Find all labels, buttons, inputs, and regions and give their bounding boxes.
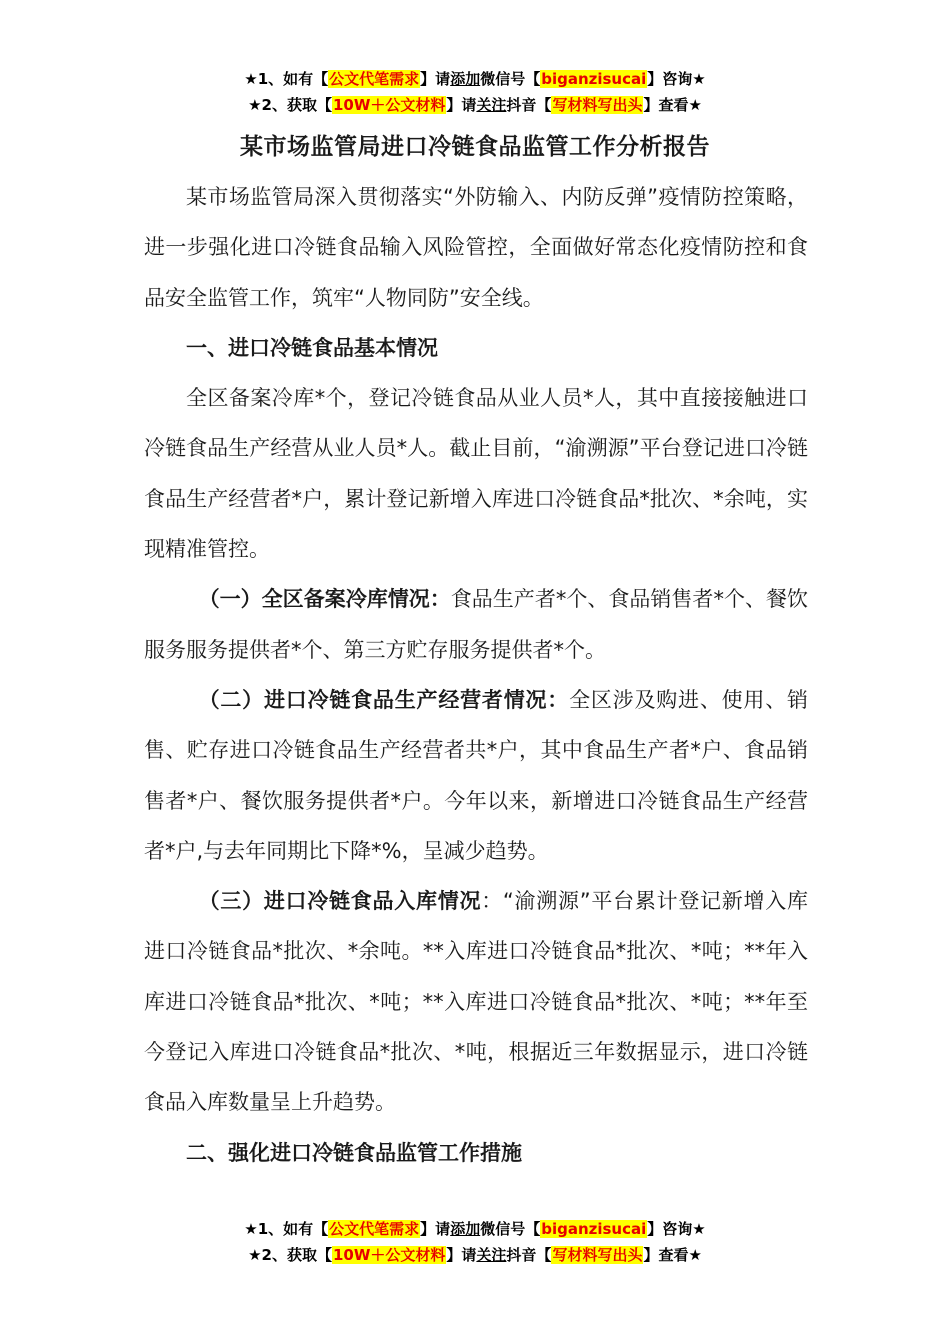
banner-text: 】咨询★ [647,1220,706,1238]
banner-text: 】咨询★ [647,70,706,88]
banner-highlight: 写材料写出头 [552,96,643,114]
banner-highlight: 10W＋公文材料 [332,1246,446,1264]
banner-line-1 [0,1216,950,1242]
subsection-2-label: （二）进口冷链食品生产经营者情况： [198,687,570,712]
bottom-banner [0,1216,950,1268]
banner-line-2 [0,92,950,118]
section-heading-1: 一、进口冷链食品基本情况 [186,335,438,360]
subsection-2 [144,675,808,876]
banner-highlight: 公文代笔需求 [329,70,420,88]
banner-text: 】查看★ [643,96,702,114]
banner-underlined: 添加 [450,70,481,88]
banner-text: 抖音【 [506,96,552,114]
banner-highlight: 写材料写出头 [552,1246,643,1264]
banner-text: 微信号【 [480,70,541,88]
banner-text: 】请 [420,70,451,88]
banner-highlight: 公文代笔需求 [329,1220,420,1238]
banner-text: ★2、获取【 [248,1246,332,1264]
banner-text: 】请 [446,96,477,114]
banner-text: ★1、如有【 [244,1220,329,1238]
banner-underlined: 关注 [476,96,507,114]
banner-highlight: 10W＋公文材料 [332,96,446,114]
subsection-1-text: 食品生产者*个、食品销售者*个、餐饮服务服务提供者*个、第三方贮存服务提供者*个。 [144,587,809,662]
banner-text: 】查看★ [643,1246,702,1264]
subsection-1-label: （一）全区备案冷库情况： [198,587,451,612]
banner-highlight: biganzisucai [541,1220,647,1238]
banner-line-1 [0,66,950,92]
paragraph-1: 全区备案冷库*个，登记冷链食品从业人员*人，其中直接接触进口冷链食品生产经营从业人员*人。截止目前，“渝溯源”平台登记进口冷链食品生产经营者*户，累计登记新增入库进口冷链食品*批次、*余吨，实现精准管控。 [144,386,808,562]
banner-text: 】请 [446,1246,477,1264]
document-title: 某市场监管局进口冷链食品监管工作分析报告 [240,134,710,160]
banner-line-2 [0,1242,950,1268]
paragraph-intro: 某市场监管局深入贯彻落实“外防输入、内防反弹”疫情防控策略，进一步强化进口冷链食品输入风险管控，全面做好常态化疫情防控和食品安全监管工作，筑牢“人物同防”安全线。 [144,185,808,310]
subsection-1 [144,574,808,675]
subsection-3-label: （三）进口冷链食品入库情况 [198,889,482,914]
banner-text: 微信号【 [480,1220,541,1238]
subsection-2-text: 全区涉及购进、使用、销售、贮存进口冷链食品生产经营者共*户，其中食品生产者*户、食品销售者*户、餐饮服务提供者*户。今年以来，新增进口冷链食品生产经营者*户,与去年同期比下降*%，呈减少趋势。 [144,687,809,863]
banner-text: ★1、如有【 [244,70,329,88]
document-body [144,172,808,1178]
banner-text: ★2、获取【 [248,96,332,114]
subsection-3-text: ：“渝溯源”平台累计登记新增入库进口冷链食品*批次、*余吨。**入库进口冷链食品*批次、*吨；**年入库进口冷链食品*批次、*吨；**入库进口冷链食品*批次、*吨；**年至今登记入库进口冷链食品*批次、*吨，根据近三年数据显示，进口冷链食品入库数量呈上升趋势。 [144,889,809,1115]
section-heading-2: 二、强化进口冷链食品监管工作措施 [186,1140,522,1165]
banner-highlight: biganzisucai [541,70,647,88]
banner-underlined: 添加 [450,1220,481,1238]
banner-text: 抖音【 [506,1246,552,1264]
subsection-3 [144,876,808,1127]
banner-text: 】请 [420,1220,451,1238]
top-banner [0,66,950,118]
banner-underlined: 关注 [476,1246,507,1264]
